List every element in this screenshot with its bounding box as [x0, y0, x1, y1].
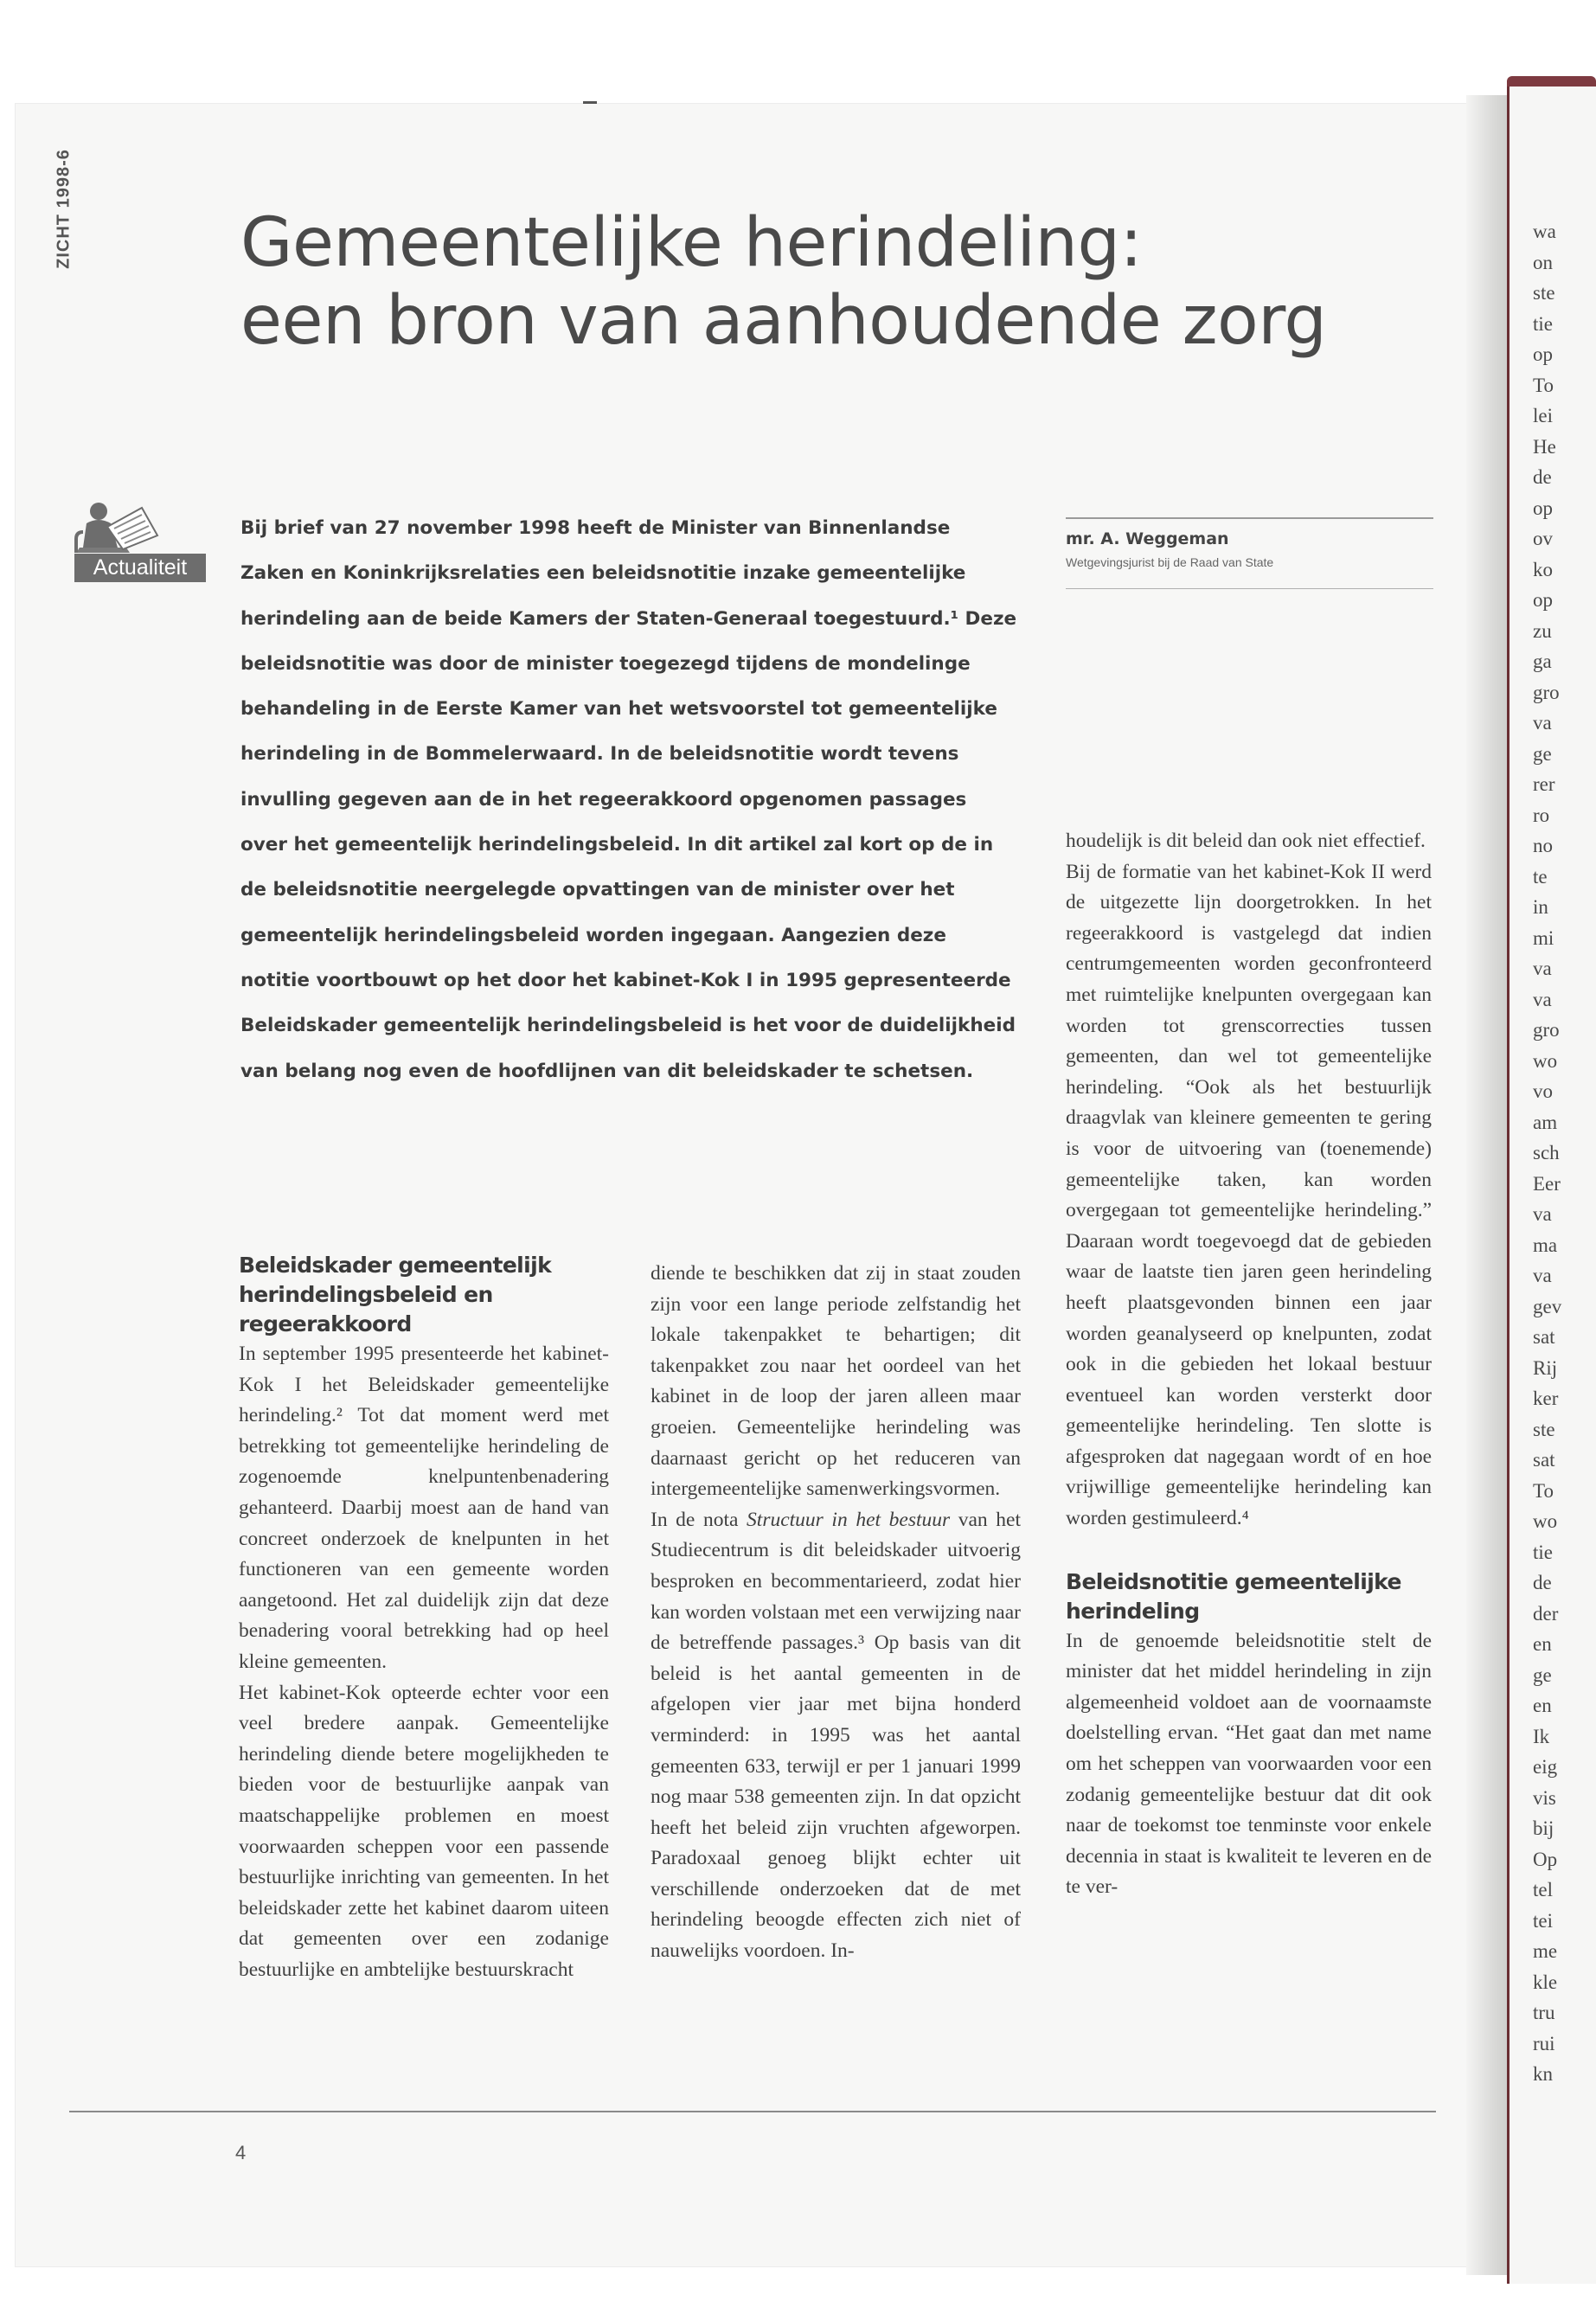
- footer-rule: [69, 2111, 1436, 2112]
- paragraph: In de genoemde beleidsnotitie stelt de minister dat het middel herindeling in zijn algemeenheid voldoet aan de voornaamste doelstelling ervan. “Het gaat dan met name om het scheppen van voorwaarden voor een zodanig gemeentelijke bestuur dat dit ook naar de toekomst toe tenminste voor enkele decennia in staat is kwaliteit te leveren en de te ver-: [1066, 1629, 1432, 1899]
- book-spine-shadow: [1466, 95, 1508, 2275]
- running-head: ZICHT 1998-6: [54, 149, 74, 269]
- right-page-line: vis: [1533, 1786, 1556, 1809]
- right-page-line: ge: [1533, 742, 1552, 765]
- top-mark: [583, 101, 597, 104]
- right-page-line: wa: [1533, 221, 1556, 242]
- right-page-line: Ik: [1533, 1725, 1550, 1747]
- right-page-line: on: [1533, 251, 1553, 273]
- right-page-line: am: [1533, 1111, 1558, 1133]
- right-page-line: op: [1533, 343, 1553, 365]
- right-page-line: op: [1533, 497, 1553, 519]
- right-page-line: tel: [1533, 1879, 1553, 1900]
- right-page-text-fragments: [1533, 216, 1593, 2090]
- right-page-line: ge: [1533, 1663, 1552, 1686]
- title-line-1: Gemeentelijke herindeling:: [240, 204, 1143, 282]
- right-page-line: tie: [1533, 312, 1553, 335]
- body-column-3: [1066, 826, 1432, 1903]
- right-page-line: ker: [1533, 1388, 1559, 1409]
- right-page-line: vo: [1533, 1080, 1553, 1102]
- right-page-line: To: [1533, 374, 1554, 396]
- right-page-line: ko: [1533, 558, 1553, 580]
- body-column-1: [239, 1251, 609, 1985]
- right-page-line: wo: [1533, 1049, 1558, 1072]
- paragraph: diende te beschikken dat zij in staat zouden zijn voor een lange periode zelfstandig het lokale takenpakket te behartigen; dit takenpakket zou naar het oordeel van het kabinet in de loop der jaren alleen maar groeien. Gemeentelijke herindeling was daarnaast gericht op het reduceren van intergemeentelijke samenwerkingsvormen.: [651, 1262, 1021, 1501]
- right-page-line: in: [1533, 896, 1548, 918]
- right-page-line: wo: [1533, 1510, 1558, 1532]
- right-page-line: va: [1533, 1203, 1552, 1225]
- lead-paragraph: Bij brief van 27 november 1998 heeft de Minister van Binnenlandse Zaken en Koninkrijksrelaties een beleidsnotitie inzake gemeentelijke herindeling aan de beide Kamers der Staten-Generaal toegestuurd.¹ Deze beleidsnotitie was door de minister toegezegd tijdens de mondelinge behandeling in de Eerste Kamer van het wetsvoorstel tot gemeentelijke herindeling in de Bommelerwaard. In de beleidsnotitie wordt tevens invulling gegeven aan de in het regeerakkoord opgenomen passages over het gemeentelijk herindelingsbeleid. In dit artikel zal kort op de in de beleidsnotitie neergelegde opvattingen van de minister over het gemeentelijk herindelingsbeleid worden ingegaan. Aangezien deze notitie voortbouwt op het door het kabinet-Kok I in 1995 gepresenteerde Beleidskader gemeentelijk herindelingsbeleid is het voor de duidelijkheid van belang nog even de hoofdlijnen van dit beleidskader te schetsen.: [240, 517, 1017, 1082]
- right-page-line: Op: [1533, 1848, 1558, 1870]
- right-page-line: To: [1533, 1479, 1554, 1502]
- right-page-line: gev: [1533, 1295, 1562, 1317]
- paragraph: houdelijk is dit beleid dan ook niet effectief.: [1066, 830, 1426, 852]
- right-page-line: tru: [1533, 2002, 1555, 2023]
- right-page-line: bij: [1533, 1817, 1554, 1839]
- right-page-line: no: [1533, 835, 1553, 856]
- right-page-line: en: [1533, 1695, 1552, 1716]
- author-role: Wetgevingsjurist bij de Raad van State: [1066, 555, 1274, 569]
- right-page-line: en: [1533, 1633, 1552, 1655]
- right-page-line: va: [1533, 1265, 1552, 1286]
- right-page-line: tei: [1533, 1909, 1553, 1932]
- right-page-line: ste: [1533, 282, 1555, 304]
- right-page-line: op: [1533, 589, 1553, 611]
- right-page-line: de: [1533, 1572, 1552, 1593]
- article-title: [240, 204, 1326, 360]
- paragraph: In de nota Structuur in het bestuur van het Studiecentrum is dit beleidskader uitvoerig besproken en becommentarieerd, zodat hier kan worden volstaan met een verwijzing naar de betreffende passages.³ Op basis van dit beleid is het aantal gemeenten in de afgelopen vier jaar met bijna honderd verminderd: in 1995 was het aantal gemeenten 633, terwijl er per 1 januari 1999 nog maar 538 gemeenten zijn. In dat opzicht heeft het beleid zijn vruchten afgeworpen. Paradoxaal genoeg blijkt echter uit verschillende onderzoeken dat de met herindeling beoogde effecten zich niet of nauwelijks voordoen. In-: [651, 1508, 1021, 1963]
- right-page-line: ro: [1533, 804, 1550, 826]
- right-page-line: ma: [1533, 1234, 1558, 1256]
- page-number: 4: [235, 2142, 247, 2163]
- title-line-2: een bron van aanhoudende zorg: [240, 282, 1327, 360]
- body-column-2: [651, 1259, 1021, 1967]
- right-page-line: rui: [1533, 2032, 1555, 2054]
- paragraph: In september 1995 presenteerde het kabinet-Kok I het Beleidskader gemeentelijke herindeling.² Tot dat moment werd met betrekking tot gemeentelijke herindeling de zogenoemde knelpuntenbenadering gehanteerd. Daarbij moest aan de hand van concreet onderzoek de knelpunten in het functioneren van een gemeente worden aangetoond. Het zal duidelijk zijn dat deze benadering vooral betrekking had op heel kleine gemeenten.: [239, 1343, 609, 1673]
- right-page-line: va: [1533, 958, 1552, 979]
- paragraph: Het kabinet-Kok opteerde echter voor een veel bredere aanpak. Gemeentelijke herindeling diende betere mogelijkheden te bieden voor de bestuurlijke aanpak van maatschappelijke problemen en moest voorwaarden scheppen voor een passende bestuurlijke inrichting van gemeenten. In het beleidskader zette het kabinet daarom uiteen dat gemeenten over een zodanige bestuurlijke en ambtelijke bestuurskracht: [239, 1681, 609, 1981]
- right-page-line: tie: [1533, 1541, 1553, 1563]
- author-name: mr. A. Weggeman: [1066, 529, 1229, 548]
- right-page-line: eig: [1533, 1756, 1558, 1778]
- right-page-line: kle: [1533, 1971, 1558, 1993]
- right-page-line: sat: [1533, 1449, 1555, 1471]
- right-page-line: kn: [1533, 2063, 1553, 2085]
- section-heading-beleidsnotitie: Beleidsnotitie gemeentelijke herindeling: [1066, 1568, 1401, 1624]
- section-label: Actualiteit: [74, 554, 206, 582]
- right-page-line: gro: [1533, 681, 1560, 703]
- right-page-line: mi: [1533, 926, 1554, 949]
- right-page-line: de: [1533, 466, 1552, 488]
- right-page-line: ga: [1533, 651, 1552, 672]
- author-byline: [1066, 517, 1433, 589]
- right-page-line: Rij: [1533, 1356, 1558, 1379]
- publication-title: Structuur in het bestuur: [747, 1508, 951, 1531]
- right-page-line: Eer: [1533, 1172, 1561, 1195]
- right-page-line: ov: [1533, 528, 1553, 549]
- right-page-line: gro: [1533, 1019, 1560, 1041]
- right-page-line: lei: [1533, 405, 1553, 426]
- right-page-line: He: [1533, 435, 1556, 458]
- right-page-line: der: [1533, 1602, 1559, 1625]
- right-page-line: rer: [1533, 773, 1555, 795]
- right-page-line: ste: [1533, 1418, 1555, 1440]
- paragraph: Bij de formatie van het kabinet-Kok II werd de uitgezette lijn doorgetrokken. In het regeerakkoord is vastgelegd dat indien centrumgemeenten worden geconfronteerd met ruimtelijke knelpunten overgegaan kan worden tot grenscorrecties tussen gemeenten, dan wel tot gemeentelijke herindeling. “Ook als het bestuurlijk draagvlak van kleinere gemeenten te gering is voor de uitvoering van (toenemende) gemeentelijke taken, kan worden overgegaan tot gemeentelijke herindeling.” Daaraan wordt toegevoegd dat de gebieden waar de laatste tien jaren geen herindeling heeft plaatsgevonden binnen een jaar worden geanalyseerd op knelpunten, zodat ook in die gebieden het lokaal bestuur eventueel kan worden versterkt door gemeentelijke herindeling. Ten slotte is afgesproken dat nagegaan wordt of en hoe vrijwillige gemeentelijke herindeling kan worden gestimuleerd.⁴: [1066, 860, 1432, 1530]
- right-page-line: me: [1533, 1940, 1558, 1962]
- right-page-line: te: [1533, 865, 1548, 888]
- right-page-line: zu: [1533, 619, 1552, 642]
- right-page-line: sch: [1533, 1142, 1560, 1163]
- right-page-line: sat: [1533, 1326, 1555, 1348]
- right-page-line: va: [1533, 988, 1552, 1010]
- section-heading-beleidskader: Beleidskader gemeentelijk herindelingsbeleid en regeerakkoord: [239, 1253, 552, 1336]
- right-page-line: va: [1533, 712, 1552, 734]
